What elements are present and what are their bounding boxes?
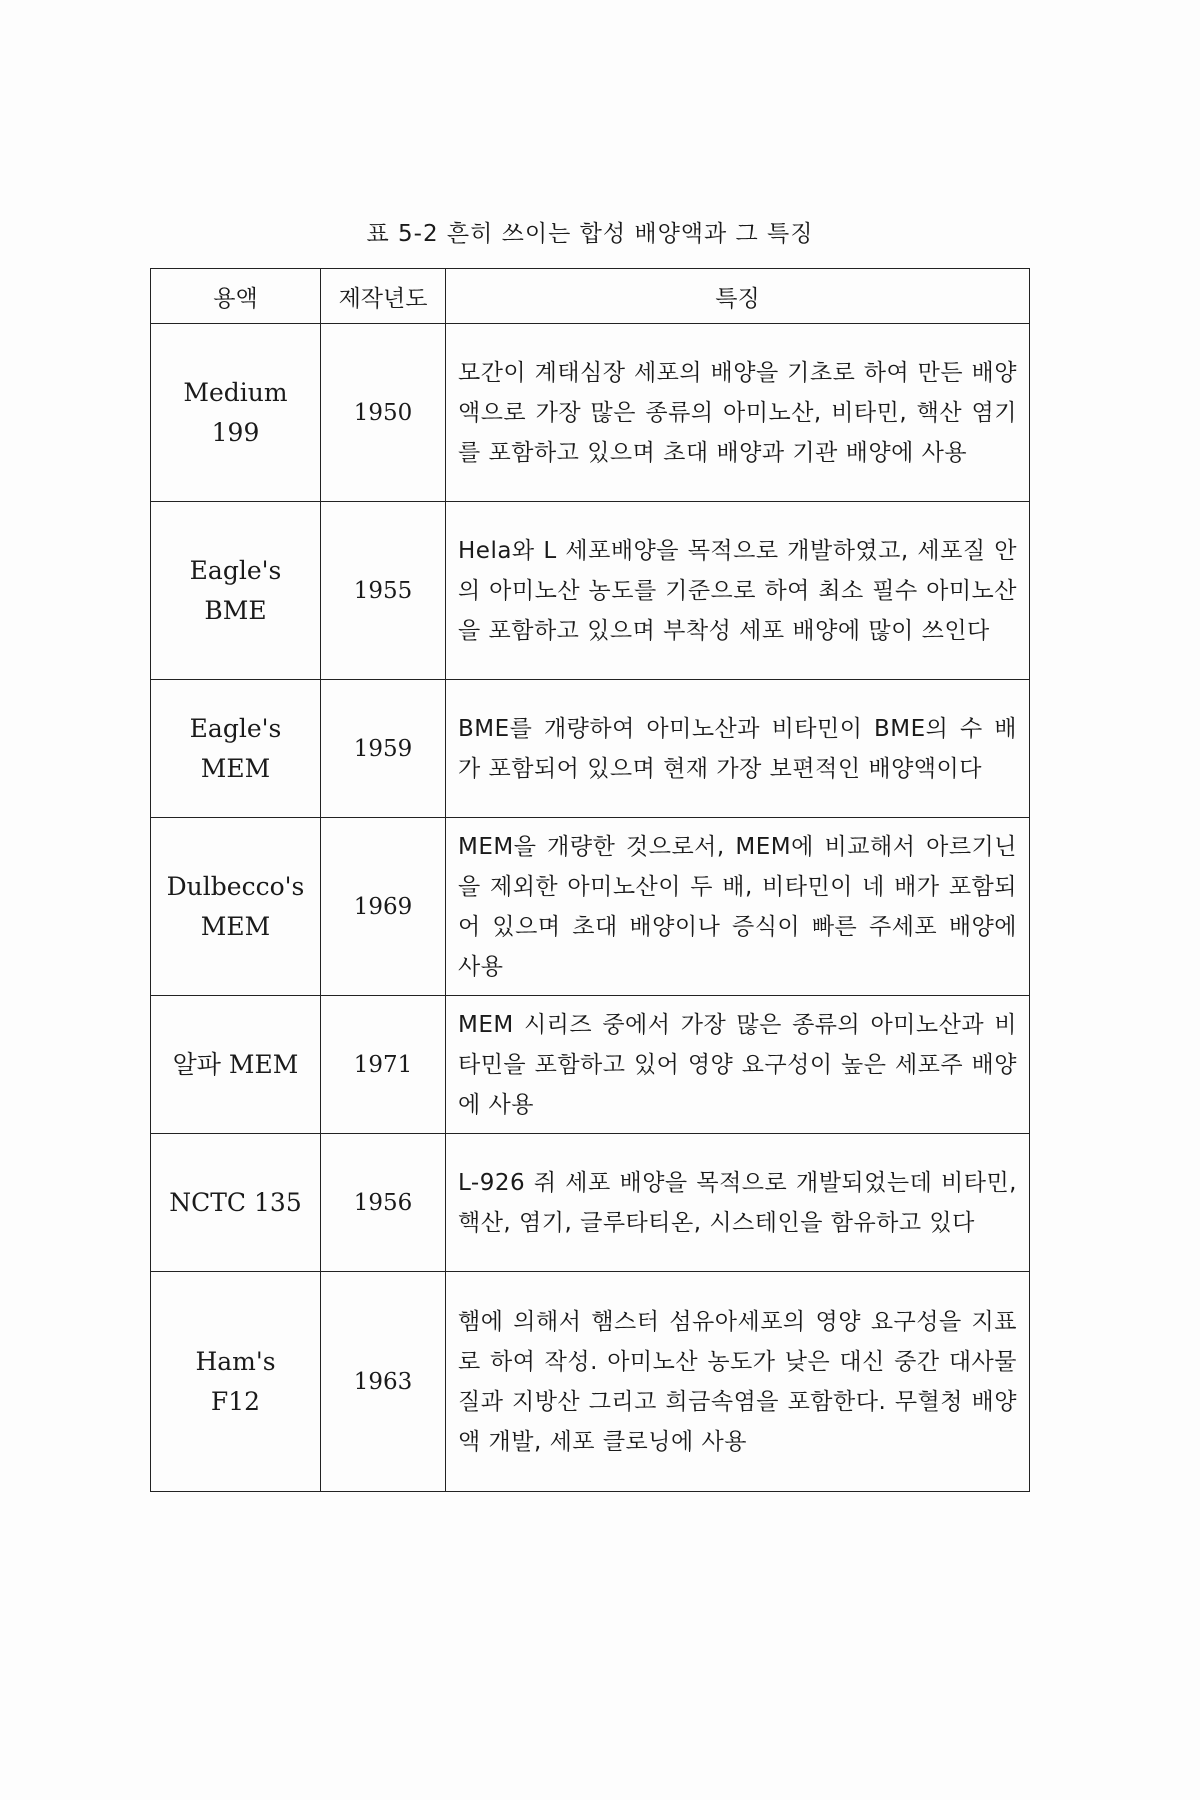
year-cell: 1971 — [321, 996, 446, 1134]
year-cell: 1959 — [321, 680, 446, 818]
solution-name-2: BME — [204, 595, 267, 625]
feature-cell: 햄에 의해서 햄스터 섬유아세포의 영양 요구성을 지표로 하여 작성. 아미노산 농도가 낮은 대신 중간 대사물질과 지방산 그리고 희금속염을 포함한다. 무혈청 배양액 개발, 세포 클로닝에 사용 — [446, 1272, 1030, 1492]
table-row — [151, 1134, 1030, 1272]
year-cell: 1955 — [321, 502, 446, 680]
feature-cell: Hela와 L 세포배양을 목적으로 개발하였고, 세포질 안의 아미노산 농도를 기준으로 하여 최소 필수 아미노산을 포함하고 있으며 부착성 세포 배양에 많이 쓰인다 — [446, 502, 1030, 680]
table-row — [151, 680, 1030, 818]
solution-name-cell — [151, 680, 321, 818]
solution-name: Dulbecco's — [166, 871, 305, 901]
culture-media-table — [150, 268, 1030, 1492]
solution-name-cell — [151, 324, 321, 502]
solution-name-cell — [151, 1272, 321, 1492]
feature-cell: MEM을 개량한 것으로서, MEM에 비교해서 아르기닌을 제외한 아미노산이 두 배, 비타민이 네 배가 포함되어 있으며 초대 배양이나 증식이 빠른 주세포 배양에 사용 — [446, 818, 1030, 996]
header-feature: 특징 — [446, 269, 1030, 324]
solution-name-2: MEM — [200, 753, 271, 783]
table-caption: 표 5-2 흔히 쓰이는 합성 배양액과 그 특징 — [366, 221, 814, 247]
table-row — [151, 818, 1030, 996]
header-solution: 용액 — [151, 269, 321, 324]
solution-name-2: F12 — [210, 1386, 261, 1416]
year-cell: 1969 — [321, 818, 446, 996]
feature-cell: L-926 쥐 세포 배양을 목적으로 개발되었는데 비타민, 핵산, 염기, 글루타티온, 시스테인을 함유하고 있다 — [446, 1134, 1030, 1272]
feature-cell: 모간이 계태심장 세포의 배양을 기초로 하여 만든 배양액으로 가장 많은 종류의 아미노산, 비타민, 핵산 염기를 포함하고 있으며 초대 배양과 기관 배양에 사용 — [446, 324, 1030, 502]
year-cell: 1963 — [321, 1272, 446, 1492]
solution-name: NCTC 135 — [169, 1187, 302, 1217]
year-cell: 1950 — [321, 324, 446, 502]
solution-name-cell — [151, 818, 321, 996]
feature-cell: BME를 개량하여 아미노산과 비타민이 BME의 수 배가 포함되어 있으며 현재 가장 보편적인 배양액이다 — [446, 680, 1030, 818]
table-row — [151, 996, 1030, 1134]
solution-name-2: MEM — [200, 911, 271, 941]
solution-name: 알파 MEM — [172, 1049, 299, 1079]
solution-name-cell — [151, 1134, 321, 1272]
solution-name: Medium — [183, 377, 288, 407]
table-row — [151, 502, 1030, 680]
solution-name-cell — [151, 996, 321, 1134]
solution-name-cell — [151, 502, 321, 680]
header-year: 제작년도 — [321, 269, 446, 324]
table-row — [151, 324, 1030, 502]
solution-name-2: 199 — [211, 417, 260, 447]
solution-name: Eagle's — [189, 555, 282, 585]
solution-name: Ham's — [195, 1346, 276, 1376]
solution-name: Eagle's — [189, 713, 282, 743]
table-row — [151, 1272, 1030, 1492]
table-header-row — [151, 269, 1030, 324]
feature-cell: MEM 시리즈 중에서 가장 많은 종류의 아미노산과 비타민을 포함하고 있어 영양 요구성이 높은 세포주 배양에 사용 — [446, 996, 1030, 1134]
year-cell: 1956 — [321, 1134, 446, 1272]
